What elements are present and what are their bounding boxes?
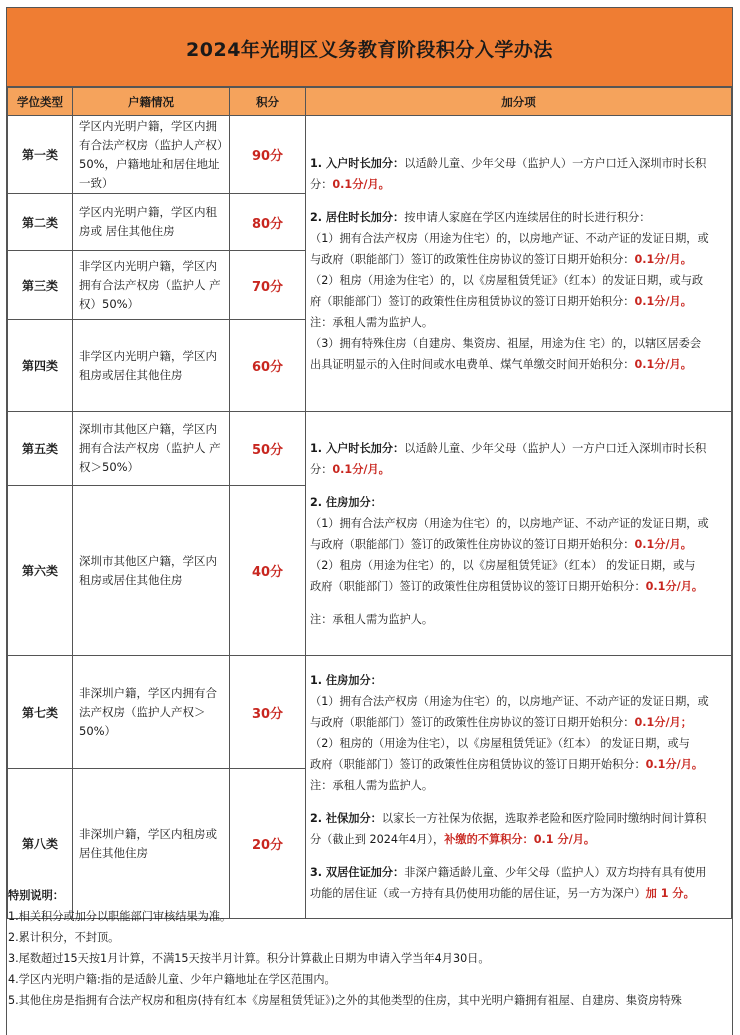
bonus-heading: 2. 社保加分： bbox=[310, 812, 382, 825]
table-row bbox=[8, 116, 732, 194]
bonus-note: 注：承租人需为监护人。 bbox=[310, 315, 434, 329]
bonus-heading: 1. 入户时长加分： bbox=[310, 441, 405, 455]
bonus-text: 功能的居住证（或一方持有具仍使用功能的居住证，另一方为深户） bbox=[310, 887, 646, 900]
note-item: 5.其他住房是指拥有合法产权房和租房(持有红本《房屋租赁凭证》)之外的其他类型的住房，其中光明户籍拥有祖屋、自建房、集资房特殊 bbox=[8, 994, 682, 1007]
header-hukou: 户籍情况 bbox=[73, 88, 230, 116]
bonus-rate: 0.1分/月。 bbox=[634, 357, 692, 371]
row-score: 80分 bbox=[230, 194, 306, 251]
row-type: 第七类 bbox=[8, 656, 73, 769]
policy-document bbox=[6, 7, 733, 1035]
title-bar bbox=[7, 8, 732, 87]
bonus-heading: 3. 双居住证加分： bbox=[310, 866, 405, 879]
bonus-text: 与政府（职能部门）签订的政策性住房协议的签订日期开始积分： bbox=[310, 537, 635, 551]
page-title: 2024年光明区义务教育阶段积分入学办法 bbox=[186, 39, 553, 61]
row-hukou: 非学区内光明户籍，学区内拥有合法产权房（监护人 产权）50%） bbox=[73, 251, 230, 320]
row-score: 40分 bbox=[230, 486, 306, 656]
bonus-text: 出具证明显示的入住时间或水电费单、煤气单缴交时间开始积分： bbox=[310, 357, 635, 371]
row-type: 第五类 bbox=[8, 412, 73, 486]
notes-title: 特别说明： bbox=[8, 889, 64, 902]
note-item: 4.学区内光明户籍:指的是适龄儿童、少年户籍地址在学区范围内。 bbox=[8, 973, 336, 986]
bonus-text: 政府（职能部门）签订的政策性住房租赁协议的签订日期开始积分： bbox=[310, 758, 646, 771]
bonus-text: 以适龄儿童、少年父母（监护人）一方户口迁入深圳市时长积 bbox=[404, 156, 707, 170]
note-item: 1.相关积分或加分以职能部门审核结果为准。 bbox=[8, 910, 232, 923]
row-score: 70分 bbox=[230, 251, 306, 320]
table-row bbox=[8, 412, 732, 486]
bonus-heading: 1. 住房加分： bbox=[310, 674, 382, 687]
bonus-rate: 补缴的不算积分：0.1 分/月。 bbox=[444, 833, 596, 846]
bonus-text: 以家长一方社保为依据，选取养老险和医疗险同时缴纳时间计算积 bbox=[381, 812, 707, 825]
bonus-group-3 bbox=[306, 656, 732, 919]
bonus-rate: 0.1分/月。 bbox=[645, 758, 704, 771]
row-score: 30分 bbox=[230, 656, 306, 769]
bonus-heading: 2. 居住时长加分： bbox=[310, 210, 405, 224]
row-type: 第八类 bbox=[8, 769, 73, 919]
bonus-note: 注：承租人需为监护人。 bbox=[310, 612, 434, 626]
row-score: 50分 bbox=[230, 412, 306, 486]
bonus-rate: 0.1分/月。 bbox=[645, 579, 704, 593]
bonus-heading: 1. 入户时长加分： bbox=[310, 156, 405, 170]
bonus-rate: 0.1分/月。 bbox=[332, 177, 390, 191]
bonus-text: 与政府（职能部门）签订的政策性住房协议的签订日期开始积分： bbox=[310, 716, 635, 729]
bonus-rate: 0.1分/月。 bbox=[634, 294, 692, 308]
bonus-text: 按申请人家庭在学区内连续居住的时长进行积分： bbox=[404, 210, 651, 224]
bonus-text: （1）拥有合法产权房（用途为住宅）的，以房地产证、不动产证的发证日期，或 bbox=[310, 516, 709, 530]
header-bonus: 加分项 bbox=[306, 88, 732, 116]
bonus-note: 注：承租人需为监护人。 bbox=[310, 779, 434, 792]
row-type: 第二类 bbox=[8, 194, 73, 251]
bonus-group-2 bbox=[306, 412, 732, 656]
bonus-text: 非深户籍适龄儿童、少年父母（监护人）双方均持有具有使用 bbox=[404, 866, 707, 879]
bonus-text: （3）拥有特殊住房（自建房、集资房、祖屋，用途为住 宅）的，以辖区居委会 bbox=[310, 336, 702, 350]
row-hukou: 学区内光明户籍，学区内租房或 居住其他住房 bbox=[73, 194, 230, 251]
row-type: 第四类 bbox=[8, 320, 73, 412]
points-table bbox=[7, 87, 732, 919]
note-item: 3.尾数超过15天按1月计算，不满15天按半月计算。积分计算截止日期为申请入学当年4月30日。 bbox=[8, 952, 490, 965]
header-score: 积分 bbox=[230, 88, 306, 116]
row-hukou: 非深圳户籍，学区内拥有合法产权房（监护人产权＞50%） bbox=[73, 656, 230, 769]
row-hukou: 深圳市其他区户籍，学区内租房或居住其他住房 bbox=[73, 486, 230, 656]
row-score: 90分 bbox=[230, 116, 306, 194]
bonus-text: 分： bbox=[310, 177, 333, 191]
bonus-text: （1）拥有合法产权房（用途为住宅）的，以房地产证、不动产证的发证日期，或 bbox=[310, 231, 709, 245]
bonus-rate: 0.1分/月； bbox=[634, 716, 692, 729]
row-type: 第三类 bbox=[8, 251, 73, 320]
row-hukou: 非深圳户籍，学区内租房或居住其他住房 bbox=[73, 769, 230, 919]
row-type: 第一类 bbox=[8, 116, 73, 194]
bonus-rate: 0.1分/月。 bbox=[634, 537, 692, 551]
bonus-text: （1）拥有合法产权房（用途为住宅）的，以房地产证、不动产证的发证日期，或 bbox=[310, 695, 709, 708]
bonus-rate: 加 1 分。 bbox=[645, 887, 695, 900]
row-hukou: 学区内光明户籍，学区内拥有合法产权房（监护人产权）50%，户籍地址和居住地址一致） bbox=[73, 116, 230, 194]
row-score: 20分 bbox=[230, 769, 306, 919]
bonus-group-1 bbox=[306, 116, 732, 412]
bonus-text: （2）租房（用途为住宅）的，以《房屋租赁凭证》（红本） 的发证日期，或与 bbox=[310, 558, 696, 572]
bonus-text: 政府（职能部门）签订的政策性住房租赁协议的签订日期开始积分： bbox=[310, 579, 646, 593]
note-item: 2.累计积分，不封顶。 bbox=[8, 931, 120, 944]
row-hukou: 深圳市其他区户籍，学区内拥有合法产权房（监护人 产权＞50%） bbox=[73, 412, 230, 486]
table-header-row bbox=[8, 88, 732, 116]
bonus-text: （2）租房（用途为住宅）的，以《房屋租赁凭证》（红本）的发证日期，或与政 bbox=[310, 273, 704, 287]
bonus-text: 以适龄儿童、少年父母（监护人）一方户口迁入深圳市时长积 bbox=[404, 441, 707, 455]
bonus-text: 分： bbox=[310, 462, 333, 476]
bonus-text: 与政府（职能部门）签订的政策性住房协议的签订日期开始积分： bbox=[310, 252, 635, 266]
row-score: 60分 bbox=[230, 320, 306, 412]
bonus-rate: 0.1分/月。 bbox=[634, 252, 692, 266]
special-notes bbox=[7, 885, 732, 1011]
table-row bbox=[8, 656, 732, 769]
header-type: 学位类型 bbox=[8, 88, 73, 116]
row-type: 第六类 bbox=[8, 486, 73, 656]
bonus-text: （2）租房的（用途为住宅），以《房屋租赁凭证》（红本） 的发证日期，或与 bbox=[310, 737, 690, 750]
bonus-text: 府（职能部门）签订的政策性住房租赁协议的签订日期开始积分： bbox=[310, 294, 635, 308]
bonus-text: 分（截止到 2024年4月）， bbox=[310, 833, 445, 846]
bonus-rate: 0.1分/月。 bbox=[332, 462, 390, 476]
bonus-heading: 2. 住房加分： bbox=[310, 495, 382, 509]
row-hukou: 非学区内光明户籍，学区内租房或居住其他住房 bbox=[73, 320, 230, 412]
